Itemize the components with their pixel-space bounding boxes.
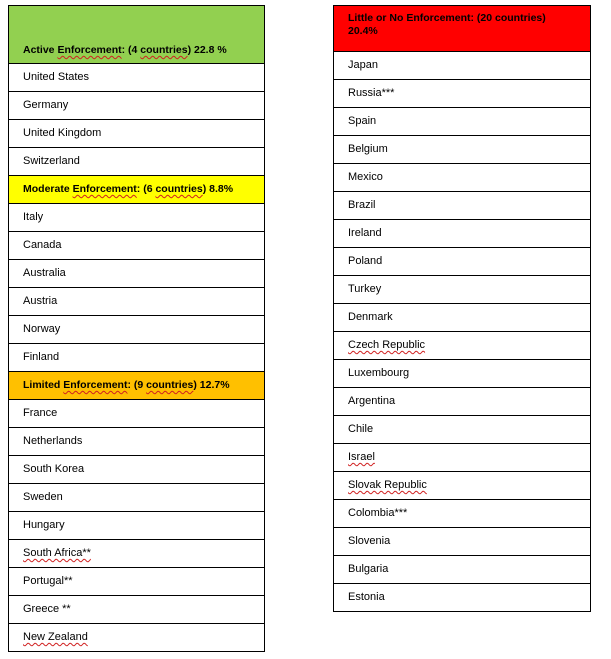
country-name: Australia <box>23 267 66 279</box>
country-name: Spain <box>348 115 377 127</box>
moderate-header-part: ) 8.8% <box>202 183 234 195</box>
table-row <box>9 512 265 540</box>
country-russia <box>334 80 591 108</box>
limited-header-part: : (9 <box>127 379 147 391</box>
moderate-header-part: countries <box>155 183 203 195</box>
limited-header-part: Enforcement <box>63 379 128 391</box>
table-row <box>9 316 265 344</box>
country-netherlands <box>9 428 265 456</box>
table-row <box>334 276 591 304</box>
little-enforcement-header <box>334 6 591 52</box>
table-row <box>334 444 591 472</box>
country-name: Colombia*** <box>348 507 408 519</box>
country-name: Estonia <box>348 591 385 603</box>
country-name: Argentina <box>348 395 396 407</box>
country-name: Switzerland <box>23 155 80 167</box>
table-row <box>334 136 591 164</box>
table-row <box>334 388 591 416</box>
country-argentina <box>334 388 591 416</box>
table-row <box>334 108 591 136</box>
table-row <box>9 288 265 316</box>
table-row <box>334 220 591 248</box>
country-name: South Korea <box>23 463 85 475</box>
table-row <box>9 232 265 260</box>
country-united-states <box>9 64 265 92</box>
table-row <box>334 332 591 360</box>
limited-header-row <box>9 372 265 400</box>
country-name: Mexico <box>348 171 383 183</box>
country-name: South Africa** <box>23 547 91 559</box>
right-table-body <box>334 6 591 612</box>
country-portugal <box>9 568 265 596</box>
moderate-header-part: Enforcement <box>72 183 137 195</box>
limited-header-part: ) 12.7% <box>193 379 230 391</box>
moderate-enforcement-header <box>9 176 265 204</box>
table-row <box>334 80 591 108</box>
limited-header-part: countries <box>146 379 194 391</box>
limited-enforcement-header <box>9 372 265 400</box>
country-austria <box>9 288 265 316</box>
country-name: United States <box>23 71 90 83</box>
country-name: Turkey <box>348 283 382 295</box>
country-luxembourg <box>334 360 591 388</box>
table-row <box>334 304 591 332</box>
little-header-row <box>334 6 591 52</box>
table-row <box>9 456 265 484</box>
active-header-row <box>9 6 265 64</box>
moderate-header-part: Moderate <box>23 183 73 195</box>
country-name: Japan <box>348 59 378 71</box>
country-australia <box>9 260 265 288</box>
moderate-header-row <box>9 176 265 204</box>
country-spain <box>334 108 591 136</box>
country-norway <box>9 316 265 344</box>
country-name: Bulgaria <box>348 563 389 575</box>
country-new-zealand <box>9 624 265 652</box>
country-name: Ireland <box>348 227 382 239</box>
table-row <box>9 400 265 428</box>
country-finland <box>9 344 265 372</box>
country-japan <box>334 52 591 80</box>
active-header-part: countries <box>140 44 188 56</box>
table-row <box>334 472 591 500</box>
table-row <box>9 204 265 232</box>
country-turkey <box>334 276 591 304</box>
country-name: Greece ** <box>23 603 71 615</box>
table-row <box>334 416 591 444</box>
table-row <box>334 164 591 192</box>
country-south-africa <box>9 540 265 568</box>
country-ireland <box>334 220 591 248</box>
country-name: Sweden <box>23 491 63 503</box>
country-denmark <box>334 304 591 332</box>
country-name: New Zealand <box>23 631 88 643</box>
country-name: Netherlands <box>23 435 83 447</box>
table-row <box>9 260 265 288</box>
country-france <box>9 400 265 428</box>
country-greece <box>9 596 265 624</box>
table-row <box>9 484 265 512</box>
country-slovenia <box>334 528 591 556</box>
active-header-part: Enforcement <box>57 44 122 56</box>
country-israel <box>334 444 591 472</box>
country-name: Canada <box>23 239 62 251</box>
country-germany <box>9 92 265 120</box>
country-name: Brazil <box>348 199 376 211</box>
active-header-part: Active <box>23 44 58 56</box>
country-colombia <box>334 500 591 528</box>
country-mexico <box>334 164 591 192</box>
table-row <box>9 596 265 624</box>
country-name: France <box>23 407 58 419</box>
country-sweden <box>9 484 265 512</box>
country-czech-republic <box>334 332 591 360</box>
limited-header-part: Limited <box>23 379 64 391</box>
enforcement-table-right <box>333 5 591 612</box>
table-row <box>334 584 591 612</box>
table-row <box>9 344 265 372</box>
country-name: Czech Republic <box>348 339 426 351</box>
table-row <box>334 500 591 528</box>
country-name: Germany <box>23 99 69 111</box>
table-row <box>334 52 591 80</box>
country-switzerland <box>9 148 265 176</box>
country-hungary <box>9 512 265 540</box>
table-row <box>9 540 265 568</box>
country-name: Chile <box>348 423 374 435</box>
country-united-kingdom <box>9 120 265 148</box>
table-row <box>9 120 265 148</box>
country-name: Hungary <box>23 519 65 531</box>
country-name: Slovak Republic <box>348 479 427 491</box>
country-name: Norway <box>23 323 61 335</box>
moderate-header-part: : (6 <box>136 183 156 195</box>
country-bulgaria <box>334 556 591 584</box>
country-name: Slovenia <box>348 535 391 547</box>
table-row <box>9 64 265 92</box>
table-row <box>9 624 265 652</box>
country-name: Russia*** <box>348 87 395 99</box>
country-name: Austria <box>23 295 58 307</box>
table-row <box>9 148 265 176</box>
country-chile <box>334 416 591 444</box>
table-row <box>334 360 591 388</box>
country-poland <box>334 248 591 276</box>
country-name: Luxembourg <box>348 367 410 379</box>
active-header-part: : (4 <box>121 44 141 56</box>
country-name: Portugal** <box>23 575 73 587</box>
little-header-text: Little or No Enforcement: (20 countries) 20.4% <box>348 12 546 37</box>
country-name: Italy <box>23 211 44 223</box>
table-row <box>334 248 591 276</box>
country-south-korea <box>9 456 265 484</box>
enforcement-table-left <box>8 5 265 652</box>
table-row <box>9 92 265 120</box>
country-belgium <box>334 136 591 164</box>
table-row <box>334 556 591 584</box>
active-header-part: ) 22.8 % <box>187 44 227 56</box>
left-table-body <box>9 6 265 652</box>
table-row <box>9 428 265 456</box>
table-row <box>9 568 265 596</box>
table-row <box>334 192 591 220</box>
country-name: Poland <box>348 255 383 267</box>
country-italy <box>9 204 265 232</box>
country-name: United Kingdom <box>23 127 102 139</box>
active-enforcement-header <box>9 6 265 64</box>
country-estonia <box>334 584 591 612</box>
country-name: Belgium <box>348 143 388 155</box>
country-brazil <box>334 192 591 220</box>
country-name: Finland <box>23 351 60 363</box>
country-name: Israel <box>348 451 375 463</box>
table-row <box>334 528 591 556</box>
country-canada <box>9 232 265 260</box>
country-slovak-republic <box>334 472 591 500</box>
country-name: Denmark <box>348 311 393 323</box>
